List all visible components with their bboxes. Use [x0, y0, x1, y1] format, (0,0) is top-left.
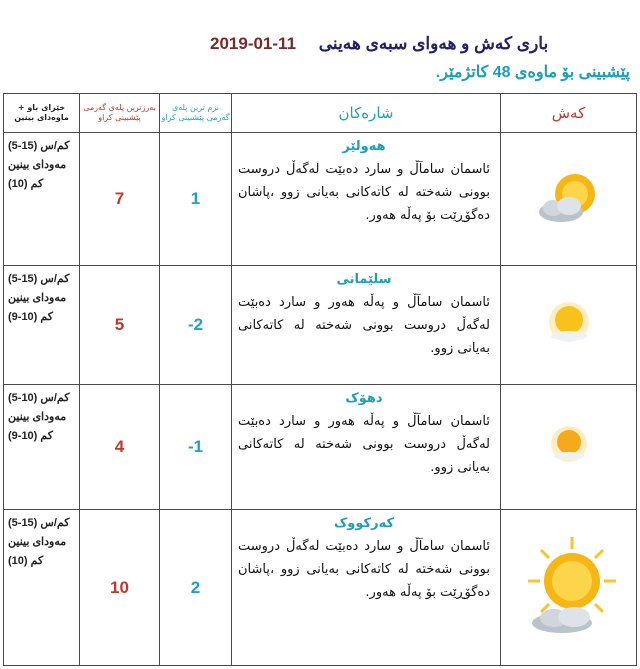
forecast-text: ئاسمان سامآڵ و پەڵە هەور و سارد دەبێت لەگەڵ دروست بوونی شەختە لە کاتەکانی بەیانی زوو. [238, 414, 490, 475]
forecast-table [3, 93, 637, 666]
visibility-cell [4, 385, 80, 510]
visibility-range: (9-10) کم [8, 311, 53, 323]
visibility-cell [4, 133, 80, 266]
col-min-header: نزم ترین پلەی گەرمی پێشبینی کراو [160, 94, 232, 133]
forecast-date: 2019-01-11 [210, 34, 297, 53]
col-visibility-header: خێرای باو + ماوەدای بینین [4, 94, 80, 133]
title-text: باری کەش و هەوای سبەی هەینی [318, 34, 549, 53]
wind-speed: (5-15) کم/س [8, 517, 70, 529]
weather-icon-cell [501, 385, 637, 510]
forecast-text: ئاسمان سامآڵ و پەڵە هەور و سارد دەبێت لەگەڵ دروست بوونی شەختە لە کاتەکانی بەیانی زوو. [238, 295, 490, 356]
city-name: سلێمانی [336, 272, 392, 287]
visibility-range: (9-10) کم [8, 430, 53, 442]
max-temp: 10 [80, 510, 160, 666]
city-name: هەولێر [342, 139, 386, 154]
forecast-text: ئاسمان سامآڵ و سارد دەبێت لەگەڵ دروست بوونی شەختە لە کاتەکانی بەیانی زوو ،پاشان دەگۆڕێت بۆ پەڵە هەور. [238, 162, 490, 223]
cloudy-sun-icon [529, 162, 609, 232]
col-cities-header: شارەکان [232, 94, 501, 133]
city-name: دهۆک [345, 391, 383, 406]
forecast-text: ئاسمان سامآڵ و سارد دەبێت لەگەڵ دروست بوونی شەختە لە کاتەکانی بەیانی زوو ،پاشان دەگۆڕێت بۆ پەڵە هەور. [238, 539, 490, 600]
city-description [232, 133, 501, 266]
max-temp: 5 [80, 266, 160, 385]
visibility-cell [4, 510, 80, 666]
min-temp: -2 [160, 266, 232, 385]
table-row [4, 133, 637, 266]
wind-speed: (5-15) کم/س [8, 140, 70, 152]
visibility-label: مەودای بینین [8, 536, 67, 548]
max-temp: 7 [80, 133, 160, 266]
visibility-cell [4, 266, 80, 385]
cloudy-sun-icon [514, 531, 624, 641]
subtitle: پێشبینی بۆ ماوەی 48 کاتژمێر. [435, 64, 630, 81]
min-temp: 2 [160, 510, 232, 666]
visibility-label: مەودای بینین [8, 411, 67, 423]
weather-icon-cell [501, 133, 637, 266]
page-title [210, 34, 570, 54]
weather-icon-cell [501, 266, 637, 385]
visibility-label: مەودای بینین [8, 159, 67, 171]
table-row [4, 385, 637, 510]
visibility-range: (10) کم [8, 555, 44, 567]
sun-cloud-icon [539, 296, 599, 350]
wind-speed: (5-10) کم/س [8, 392, 70, 404]
city-description [232, 510, 501, 666]
min-temp: 1 [160, 133, 232, 266]
weather-icon-cell [501, 510, 637, 666]
city-description [232, 266, 501, 385]
col-weather-header: کەش [501, 94, 637, 133]
table-row [4, 510, 637, 666]
city-name: کەرکووک [333, 516, 395, 531]
min-temp: -1 [160, 385, 232, 510]
visibility-range: (10) کم [8, 178, 44, 190]
table-row [4, 266, 637, 385]
max-temp: 4 [80, 385, 160, 510]
city-description [232, 385, 501, 510]
col-max-header: بەرزترین پلەی گەرمی پێشبینی کراو [80, 94, 160, 133]
visibility-label: مەودای بینین [8, 292, 67, 304]
header-row [4, 94, 637, 133]
sun-cloud-icon [541, 420, 597, 470]
wind-speed: (5-15) کم/س [8, 273, 70, 285]
